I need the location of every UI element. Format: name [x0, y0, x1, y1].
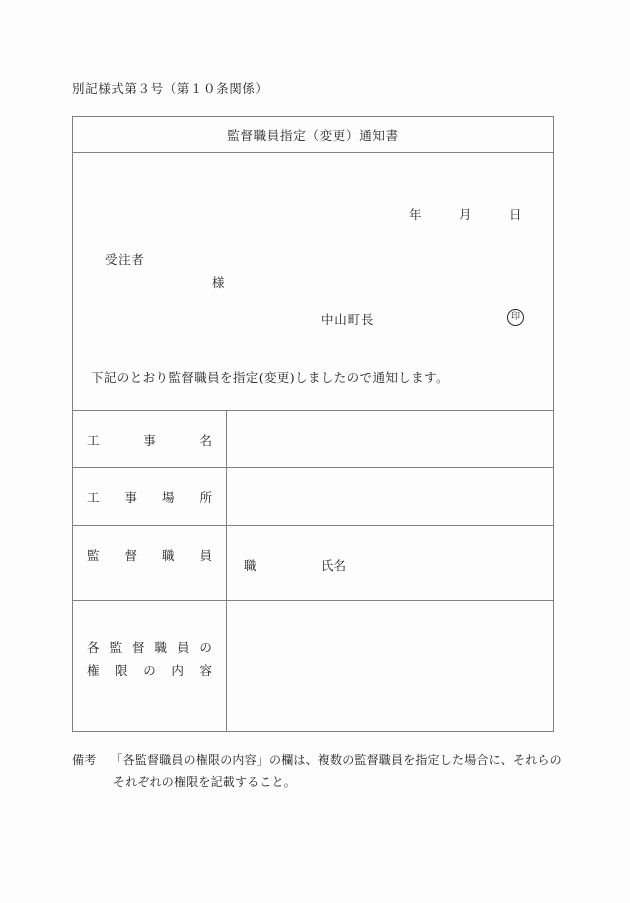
label-char: 監: [109, 640, 122, 655]
label-construction-place-text: [87, 488, 212, 506]
date-day-label: 日: [509, 207, 522, 222]
remarks-line-1: 「各監督職員の権限の内容」の欄は、複数の監督職員を指定した場合に、それらの: [110, 753, 562, 767]
label-construction-name: [73, 411, 227, 468]
label-supervisor-text: [87, 546, 212, 564]
notification-body-text: 下記のとおり監督職員を指定(変更)しましたので通知します。: [91, 370, 449, 385]
field-authority-content[interactable]: [227, 601, 554, 732]
label-authority-content: [73, 601, 227, 732]
label-char: 督: [124, 548, 137, 563]
date-line: [73, 205, 523, 223]
table-row-title: [73, 117, 554, 153]
label-char: の: [199, 640, 212, 655]
label-char: 事: [143, 433, 156, 448]
supervisor-name-header: 氏名: [321, 558, 347, 573]
field-supervisor[interactable]: [227, 526, 554, 601]
label-char: の: [143, 663, 156, 678]
supervisor-subheaders: [244, 556, 346, 574]
label-char: 職: [154, 640, 167, 655]
label-construction-place: [73, 468, 227, 526]
notification-form-table: [72, 116, 554, 732]
heading-block-cell: [73, 153, 554, 411]
label-char: 限: [115, 663, 128, 678]
recipient-label: 受注者: [105, 252, 145, 267]
remarks-note: [72, 749, 562, 793]
label-authority-content-text: [87, 636, 212, 682]
field-construction-place[interactable]: [227, 468, 554, 526]
label-authority-line-2: [87, 659, 212, 682]
label-char: 監: [87, 548, 100, 563]
label-char: 各: [87, 640, 100, 655]
label-char: 督: [131, 640, 145, 655]
label-char: 名: [199, 433, 212, 448]
label-char: 工: [87, 433, 100, 448]
date-year-label: 年: [409, 207, 422, 222]
recipient-honorific: 様: [212, 275, 225, 290]
form-number-label: 別記様式第３号（第１０条関係）: [72, 81, 269, 96]
seal-stamp: [507, 309, 524, 326]
table-row-construction-place: [73, 468, 554, 526]
table-row-authority: [73, 601, 554, 732]
seal-icon: 印: [507, 309, 524, 326]
label-char: 容: [199, 663, 212, 678]
label-construction-name-text: [87, 431, 212, 449]
form-title-cell: [73, 117, 554, 153]
supervisor-position-header: 職: [244, 558, 257, 573]
table-row-supervisor: [73, 526, 554, 601]
label-char: 権: [87, 663, 100, 678]
label-char: 所: [199, 490, 212, 505]
remarks-line-2: それぞれの権限を記載すること。: [113, 775, 297, 789]
field-construction-name[interactable]: [227, 411, 554, 468]
date-month-label: 月: [459, 207, 472, 222]
table-row-heading: [73, 153, 554, 411]
remarks-lead-label: 備考: [72, 753, 97, 767]
label-char: 事: [124, 490, 137, 505]
page-title: 監督職員指定（変更）通知書: [227, 128, 399, 143]
table-row-construction-name: [73, 411, 554, 468]
label-char: 内: [171, 663, 184, 678]
issuer-name: 中山町長: [321, 312, 375, 327]
label-char: 場: [161, 490, 175, 505]
label-char: 職: [161, 548, 175, 563]
label-char: 工: [87, 490, 100, 505]
label-char: 員: [199, 548, 212, 563]
label-char: 員: [176, 640, 190, 655]
label-supervisor: [73, 526, 227, 601]
label-authority-line-1: [87, 636, 212, 659]
